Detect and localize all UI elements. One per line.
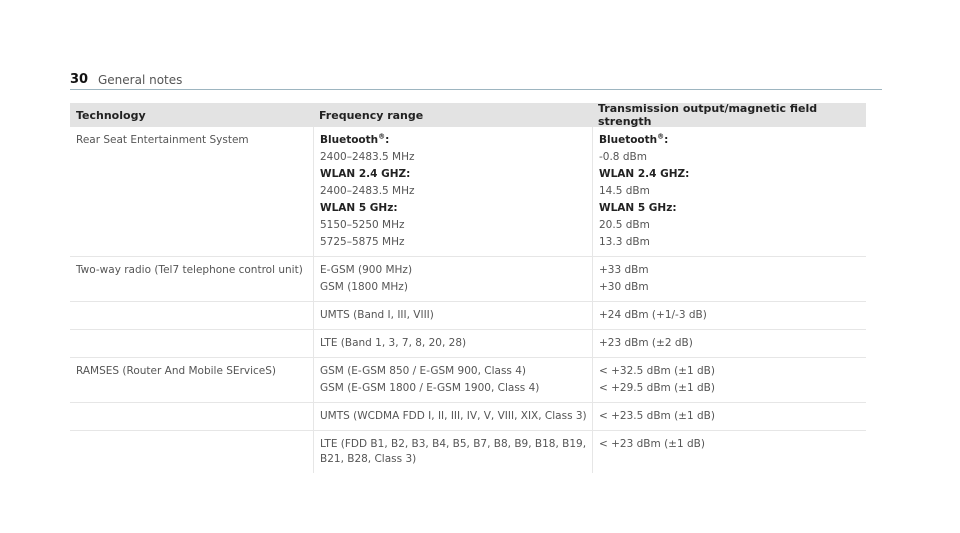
line-text: 5150–5250 MHz [320,219,405,231]
table-body [70,127,866,473]
line-text: < +23 dBm (±1 dB) [599,438,705,450]
frequency-cell [313,403,592,430]
value-line [599,150,866,165]
output-cell [592,257,866,301]
line-text: 2400–2483.5 MHz [320,151,415,163]
band-heading [599,201,866,216]
technology-cell [70,302,313,329]
section-title: General notes [98,73,183,87]
value-line [599,437,866,452]
line-text: +30 dBm [599,281,649,293]
output-cell [592,358,866,402]
spec-table [70,103,866,473]
frequency-cell [313,358,592,402]
table-row [70,358,866,403]
line-text: WLAN 5 GHz: [320,202,398,214]
value-line [599,280,866,295]
value-line [599,184,866,199]
line-text: LTE (FDD B1, B2, B3, B4, B5, B7, B8, B9, B18, B19, B21, B28, Class 3) [320,438,587,465]
line-text: LTE (Band 1, 3, 7, 8, 20, 28) [320,337,467,349]
table-row [70,127,866,257]
technology-cell [70,358,313,402]
line-text: 5725–5875 MHz [320,236,405,248]
band-heading [320,167,592,182]
value-line [320,218,592,233]
table-header [70,103,866,127]
table-row [70,431,866,473]
value-line [320,235,592,250]
line-text: 14.5 dBm [599,185,650,197]
technology-cell [70,127,313,256]
technology-text: Two-way radio (Tel7 telephone control unit) [76,264,303,276]
page-header [70,72,882,92]
band-heading [320,133,592,148]
line-text: < +32.5 dBm (±1 dB) [599,365,715,377]
line-text: +24 dBm (+1/-3 dB) [599,309,707,321]
line-text: WLAN 2.4 GHZ: [599,168,690,180]
technology-cell [70,403,313,430]
value-line [599,364,866,379]
value-line [320,308,592,323]
line-text: WLAN 2.4 GHZ: [320,168,411,180]
frequency-cell [313,330,592,357]
table-row [70,330,866,358]
line-text: < +29.5 dBm (±1 dB) [599,382,715,394]
line-text: +23 dBm (±2 dB) [599,337,693,349]
value-line [599,409,866,424]
table-row [70,257,866,302]
value-line [320,280,592,295]
line-text: E-GSM (900 MHz) [320,264,413,276]
value-line [599,235,866,250]
line-text: WLAN 5 GHz: [599,202,677,214]
band-heading [599,167,866,182]
value-line [599,218,866,233]
output-cell [592,330,866,357]
technology-text: Rear Seat Entertainment System [76,134,249,146]
value-line [320,381,592,396]
line-text: 2400–2483.5 MHz [320,185,415,197]
table-row [70,302,866,330]
page-number: 30 [70,72,89,87]
line-suffix: : [385,134,390,146]
value-line [320,409,592,424]
line-text: 13.3 dBm [599,236,650,248]
column-header-output: Transmission output/magnetic field strength [598,102,818,128]
output-cell [592,302,866,329]
line-text: Bluetooth [599,134,658,146]
line-text: UMTS (Band I, III, VIII) [320,309,434,321]
value-line [320,336,592,351]
output-cell [592,403,866,430]
table-row [70,403,866,431]
header-divider [70,89,882,90]
frequency-cell [313,257,592,301]
band-heading [599,133,866,148]
line-text: < +23.5 dBm (±1 dB) [599,410,715,422]
line-text: -0.8 dBm [599,151,647,163]
value-line [599,381,866,396]
line-text: GSM (1800 MHz) [320,281,408,293]
line-text: GSM (E-GSM 1800 / E-GSM 1900, Class 4) [320,382,540,394]
line-text: 20.5 dBm [599,219,650,231]
value-line [599,336,866,351]
output-cell [592,431,866,473]
registered-mark: ® [378,132,386,141]
technology-cell [70,330,313,357]
value-line [320,437,592,467]
technology-cell [70,431,313,473]
technology-text: RAMSES (Router And Mobile SErviceS) [76,365,277,377]
value-line [320,263,592,278]
line-text: GSM (E-GSM 850 / E-GSM 900, Class 4) [320,365,527,377]
column-header-frequency: Frequency range [319,108,424,122]
line-text: Bluetooth [320,134,379,146]
column-header-technology: Technology [76,108,146,122]
value-line [599,263,866,278]
line-text: UMTS (WCDMA FDD I, II, III, IV, V, VIII, XIX, Class 3) [320,410,587,422]
value-line [320,150,592,165]
registered-mark: ® [657,132,665,141]
value-line [320,364,592,379]
frequency-cell [313,302,592,329]
band-heading [320,201,592,216]
frequency-cell [313,127,592,256]
line-text: +33 dBm [599,264,649,276]
frequency-cell [313,431,592,473]
technology-cell [70,257,313,301]
output-cell [592,127,866,256]
value-line [320,184,592,199]
value-line [599,308,866,323]
line-suffix: : [664,134,669,146]
